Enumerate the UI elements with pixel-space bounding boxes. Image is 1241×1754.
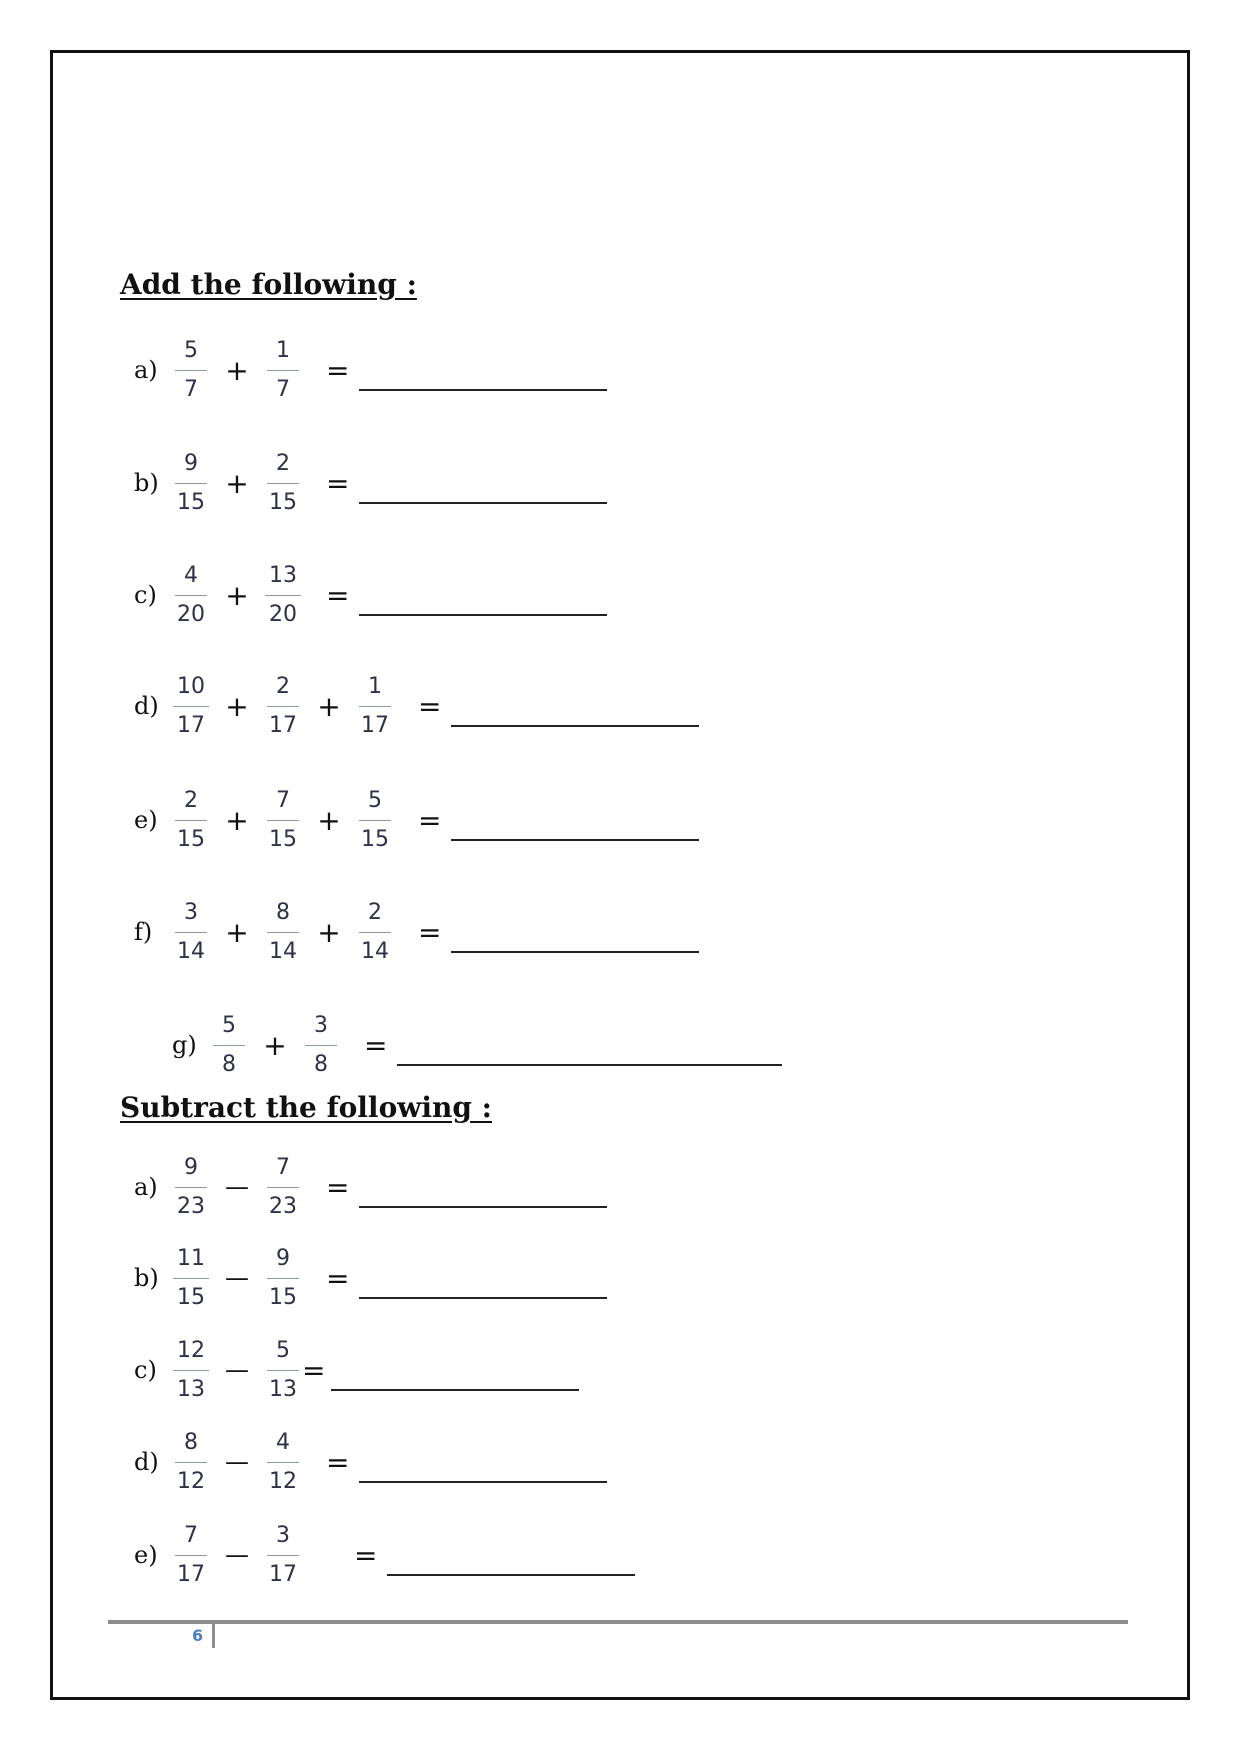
section_subtract-problem bbox=[134, 1152, 607, 1222]
answer-blank[interactable] bbox=[359, 592, 607, 616]
problem-label: c) bbox=[134, 1356, 157, 1384]
answer-blank[interactable] bbox=[359, 1459, 607, 1483]
answer-blank[interactable] bbox=[359, 480, 607, 504]
plus-sign: + bbox=[225, 578, 249, 612]
denominator: 15 bbox=[361, 826, 389, 852]
plus-sign: + bbox=[317, 803, 341, 837]
numerator: 5 bbox=[175, 338, 207, 371]
numerator: 2 bbox=[267, 674, 299, 707]
answer-blank[interactable] bbox=[359, 367, 607, 391]
fraction bbox=[210, 1013, 248, 1078]
plus-sign: + bbox=[225, 803, 249, 837]
fraction bbox=[264, 900, 302, 965]
numerator: 7 bbox=[175, 1523, 207, 1556]
numerator: 7 bbox=[267, 788, 299, 821]
problem-label: e) bbox=[134, 1541, 158, 1569]
denominator: 15 bbox=[269, 826, 297, 852]
denominator: 15 bbox=[177, 1284, 205, 1310]
section_subtract-problem bbox=[134, 1520, 635, 1590]
fraction bbox=[172, 451, 210, 516]
denominator: 17 bbox=[269, 1561, 297, 1587]
numerator: 13 bbox=[265, 563, 301, 596]
fraction bbox=[356, 900, 394, 965]
denominator: 8 bbox=[314, 1051, 328, 1077]
plus-sign: + bbox=[225, 466, 249, 500]
denominator: 15 bbox=[269, 1284, 297, 1310]
problem-label: e) bbox=[134, 806, 158, 834]
fraction bbox=[264, 674, 302, 739]
answer-blank[interactable] bbox=[451, 703, 699, 727]
plus-sign: + bbox=[317, 915, 341, 949]
fraction bbox=[264, 788, 302, 853]
denominator: 12 bbox=[269, 1468, 297, 1494]
problem-label: a) bbox=[134, 1173, 158, 1201]
numerator: 5 bbox=[267, 1338, 299, 1371]
numerator: 3 bbox=[267, 1523, 299, 1556]
denominator: 15 bbox=[177, 826, 205, 852]
subtract-section-heading: Subtract the following : bbox=[120, 1091, 492, 1124]
numerator: 5 bbox=[213, 1013, 245, 1046]
answer-blank[interactable] bbox=[359, 1275, 607, 1299]
denominator: 17 bbox=[177, 1561, 205, 1587]
answer-blank[interactable] bbox=[451, 929, 699, 953]
denominator: 8 bbox=[222, 1051, 236, 1077]
section_subtract-problem bbox=[134, 1243, 607, 1313]
fraction bbox=[172, 1246, 210, 1311]
section_add-problem bbox=[134, 560, 607, 630]
plus-sign: + bbox=[225, 353, 249, 387]
minus-sign: — bbox=[225, 1173, 249, 1201]
numerator: 10 bbox=[173, 674, 209, 707]
fraction bbox=[172, 1523, 210, 1588]
fraction bbox=[264, 563, 302, 628]
section_add-problem bbox=[172, 1010, 782, 1080]
equals-sign: = bbox=[326, 1261, 350, 1295]
fraction bbox=[264, 1338, 302, 1403]
numerator: 2 bbox=[359, 900, 391, 933]
numerator: 5 bbox=[359, 788, 391, 821]
footer-rule bbox=[108, 1620, 1128, 1624]
numerator: 3 bbox=[175, 900, 207, 933]
numerator: 9 bbox=[175, 1155, 207, 1188]
page-number: 6 bbox=[192, 1626, 204, 1645]
denominator: 13 bbox=[269, 1376, 297, 1402]
numerator: 9 bbox=[267, 1246, 299, 1279]
answer-blank[interactable] bbox=[331, 1367, 579, 1391]
fraction bbox=[356, 674, 394, 739]
denominator: 17 bbox=[177, 712, 205, 738]
numerator: 2 bbox=[267, 451, 299, 484]
denominator: 15 bbox=[177, 489, 205, 515]
denominator: 20 bbox=[269, 601, 297, 627]
plus-sign: + bbox=[225, 689, 249, 723]
section_add-problem bbox=[134, 671, 699, 741]
section_subtract-problem bbox=[134, 1427, 607, 1497]
minus-sign: — bbox=[225, 1356, 249, 1384]
problem-label: f) bbox=[134, 918, 153, 946]
minus-sign: — bbox=[225, 1448, 249, 1476]
fraction bbox=[172, 788, 210, 853]
equals-sign: = bbox=[326, 1445, 350, 1479]
numerator: 3 bbox=[305, 1013, 337, 1046]
answer-blank[interactable] bbox=[359, 1184, 607, 1208]
plus-sign: + bbox=[263, 1028, 287, 1062]
denominator: 12 bbox=[177, 1468, 205, 1494]
fraction bbox=[172, 1338, 210, 1403]
fraction bbox=[264, 1523, 302, 1588]
equals-sign: = bbox=[326, 578, 350, 612]
numerator: 7 bbox=[267, 1155, 299, 1188]
denominator: 14 bbox=[269, 938, 297, 964]
numerator: 9 bbox=[175, 451, 207, 484]
fraction bbox=[172, 674, 210, 739]
equals-sign: = bbox=[326, 466, 350, 500]
fraction bbox=[172, 563, 210, 628]
section_add-problem bbox=[134, 335, 607, 405]
denominator: 23 bbox=[269, 1193, 297, 1219]
section_add-problem bbox=[134, 785, 699, 855]
problem-label: c) bbox=[134, 581, 157, 609]
fraction bbox=[172, 900, 210, 965]
numerator: 4 bbox=[175, 563, 207, 596]
denominator: 20 bbox=[177, 601, 205, 627]
problem-label: b) bbox=[134, 469, 159, 497]
numerator: 1 bbox=[359, 674, 391, 707]
answer-blank[interactable] bbox=[387, 1552, 635, 1576]
problem-label: d) bbox=[134, 692, 159, 720]
problem-label: a) bbox=[134, 356, 158, 384]
equals-sign: = bbox=[364, 1028, 388, 1062]
minus-sign: — bbox=[225, 1264, 249, 1292]
denominator: 14 bbox=[177, 938, 205, 964]
equals-sign: = bbox=[354, 1538, 378, 1572]
page-number-divider bbox=[212, 1624, 215, 1648]
fraction bbox=[264, 1246, 302, 1311]
add-section-heading: Add the following : bbox=[120, 268, 417, 301]
numerator: 11 bbox=[173, 1246, 209, 1279]
numerator: 8 bbox=[175, 1430, 207, 1463]
numerator: 1 bbox=[267, 338, 299, 371]
equals-sign: = bbox=[418, 803, 442, 837]
fraction bbox=[302, 1013, 340, 1078]
answer-blank[interactable] bbox=[397, 1042, 782, 1066]
denominator: 13 bbox=[177, 1376, 205, 1402]
problem-label: d) bbox=[134, 1448, 159, 1476]
fraction bbox=[356, 788, 394, 853]
minus-sign: — bbox=[225, 1541, 249, 1569]
section_add-problem bbox=[134, 897, 699, 967]
equals-sign: = bbox=[418, 689, 442, 723]
denominator: 15 bbox=[269, 489, 297, 515]
equals-sign: = bbox=[326, 1170, 350, 1204]
denominator: 14 bbox=[361, 938, 389, 964]
numerator: 8 bbox=[267, 900, 299, 933]
fraction bbox=[264, 338, 302, 403]
denominator: 17 bbox=[269, 712, 297, 738]
section_subtract-problem bbox=[134, 1335, 579, 1405]
numerator: 2 bbox=[175, 788, 207, 821]
denominator: 23 bbox=[177, 1193, 205, 1219]
fraction bbox=[172, 1430, 210, 1495]
fraction bbox=[264, 1430, 302, 1495]
denominator: 7 bbox=[276, 376, 290, 402]
denominator: 7 bbox=[184, 376, 198, 402]
numerator: 12 bbox=[173, 1338, 209, 1371]
plus-sign: + bbox=[225, 915, 249, 949]
section_add-problem bbox=[134, 448, 607, 518]
problem-label: b) bbox=[134, 1264, 159, 1292]
problem-label: g) bbox=[172, 1031, 197, 1059]
fraction bbox=[172, 1155, 210, 1220]
equals-sign: = bbox=[302, 1353, 326, 1387]
denominator: 17 bbox=[361, 712, 389, 738]
plus-sign: + bbox=[317, 689, 341, 723]
fraction bbox=[172, 338, 210, 403]
answer-blank[interactable] bbox=[451, 817, 699, 841]
equals-sign: = bbox=[418, 915, 442, 949]
equals-sign: = bbox=[326, 353, 350, 387]
fraction bbox=[264, 451, 302, 516]
fraction bbox=[264, 1155, 302, 1220]
numerator: 4 bbox=[267, 1430, 299, 1463]
